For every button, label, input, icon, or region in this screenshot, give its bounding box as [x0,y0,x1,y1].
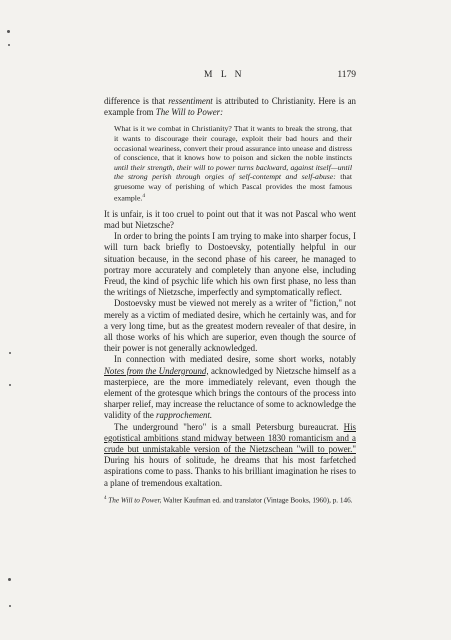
scan-speck [9,384,11,386]
scan-speck [8,44,10,46]
paragraph: Dostoevsky must be viewed not merely as a writer of "fiction," not merely as a victim of mediated desire, which he certainly was, and for a very long time, but as the greatest modern revealer of that desire, in all those works of his which are superior, even though the source of their power is not generally acknowledged. [104,298,356,354]
text-run: What is it we combat in Christianity? That it wants to break the strong, that it wants to discourage their courage, exploit their bad hours and their occasional weariness, convert their proud assurance into unease and distress of conscience, that it knows how to poison and sicken the noble instincts [114,124,352,163]
text-run: difference is that [104,96,169,106]
block-quote [114,124,352,202]
paragraph [104,96,356,118]
footnote-text: Walter Kaufman ed. and translator (Vintage Books, 1960), p. 146. [161,496,353,505]
scan-speck [7,30,10,33]
italic-term: ressentiment [168,96,213,106]
text-run: acknowledged by Nietzsche himself as a masterpiece, are the more immediately relevant, even though the element of the grotesque which brings the contours of the process into sharper relief, may increase the reluctance of some to acknowledge the validity of the [104,365,357,421]
footnote-number: 4 [104,496,107,501]
page-number: 1179 [337,70,356,80]
scan-speck [9,352,11,354]
scan-speck [8,578,11,581]
footnote [104,494,356,505]
text-run: During his hours of solitude, he dreams that his most farfetched aspirations come to pass. Thanks to his brilliant imagination he rises to a plane of tremendous exaltation. [104,455,356,488]
paragraph [104,354,356,421]
text-run: In connection with mediated desire, some short works, notably [114,354,356,365]
footnote-title: The Will to Power, [108,496,162,505]
text-run: The underground "hero" is a small Petersburg bureaucrat. [114,421,344,432]
text-run: is attributed to Christianity. Here is an example from [104,96,356,118]
italic-term: rapprochement. [156,410,213,421]
italic-text: until their strength, their will to power turns backward, against itself—until the strong perish through orgies of self-contempt and self-abuse: [114,162,352,182]
paragraph [104,422,356,489]
running-header [104,70,356,84]
paragraph: In order to bring the points I am trying to make into sharper focus, I will turn back briefly to Dostoevsky, potentially helpful in our situation because, in the second phase of his career, he managed to portray more accurately and completely than anyone else, including Freud, the kind of psychic life which his own first phase, no less than the writings of Nietzsche, imperfectly and symptomatically reflect. [104,231,356,298]
underlined-passage: His egotistical ambitions stand midway between 1830 romanticism and a crude but unmistakable version of the Nietzschean "will to power." [104,421,356,455]
article-body [104,96,356,489]
scan-speck [9,605,11,607]
footnote-ref: 4 [142,192,146,199]
text-run: that gruesome way of perishing of which Pascal provides the most famous example. [114,172,352,203]
paragraph: It is unfair, is it too cruel to point out that it was not Pascal who went mad but Nietzsche? [104,208,356,230]
underlined-title: Notes from the Underground, [104,365,209,376]
journal-title: M L N [204,70,245,80]
italic-title: The Will to Power: [155,107,224,118]
